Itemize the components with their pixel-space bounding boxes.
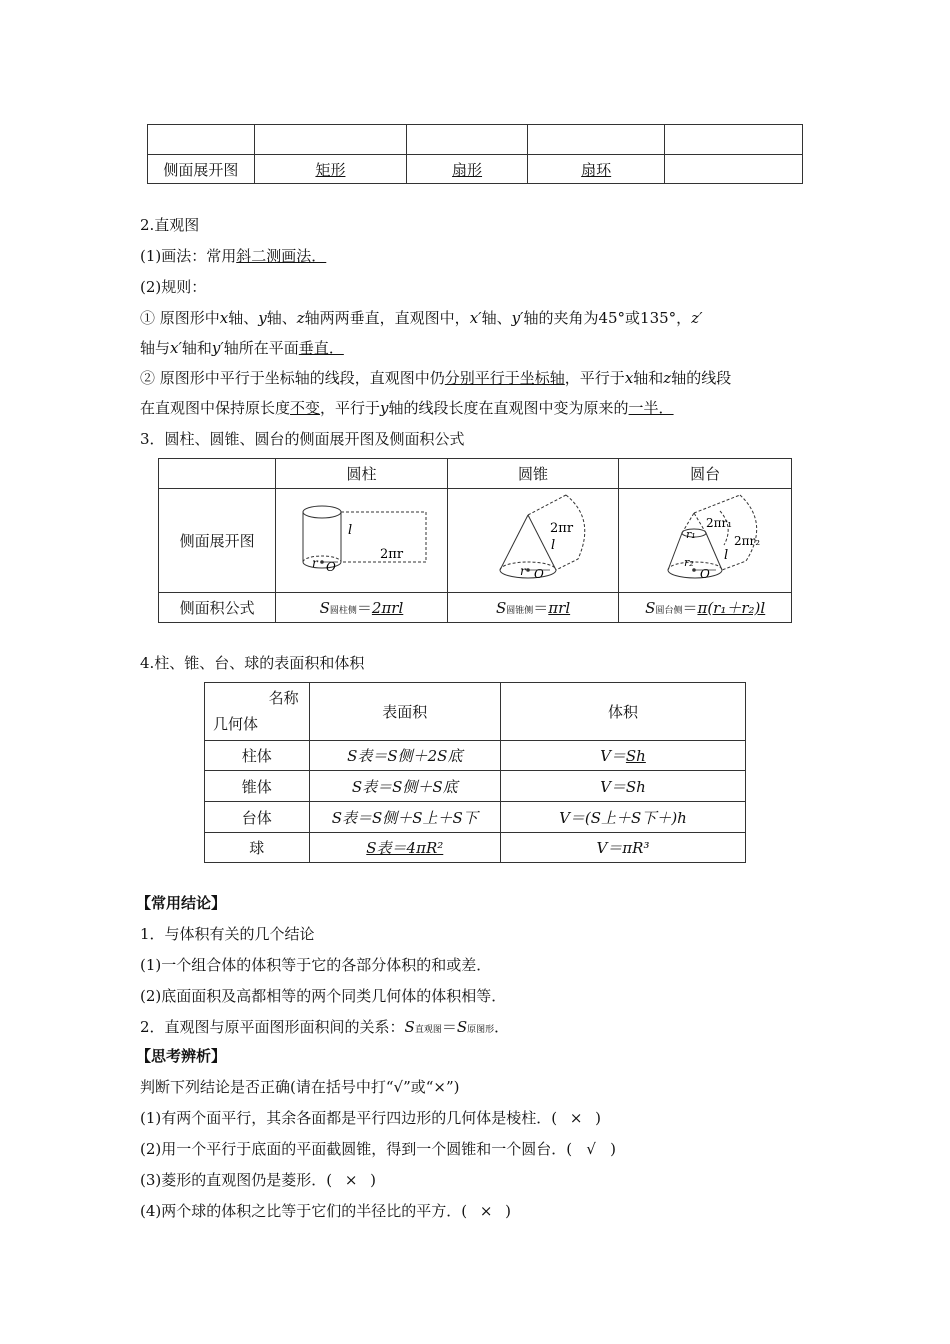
header-surface: 表面积 — [309, 683, 500, 741]
cyl-r-label: r — [312, 555, 319, 570]
cell-annulus-sector: 扇环 — [527, 155, 665, 184]
rule-1: ① 原图形中x轴、y轴、z轴两两垂直，直观图中，x′轴、y′轴的夹角为45°或135°，z′ — [140, 309, 703, 327]
conclusion-2: (1)一个组合体的体积等于它的各部分体积的和或差． — [140, 956, 492, 974]
thinking-intro: 判断下列结论是否正确(请在括号中打“√”或“×”) — [140, 1078, 460, 1096]
volume-formula: V＝πR³ — [500, 833, 745, 863]
row-label: 侧面展开图 — [159, 489, 276, 593]
cyl-2pir-label: 2πr — [380, 546, 404, 562]
answer-mark: √ — [586, 1140, 596, 1158]
answer-mark: × — [569, 1109, 583, 1127]
table-cell — [148, 125, 255, 155]
drawing-method: (1)画法：常用斜二测画法． — [140, 247, 327, 265]
cone-formula: S圆锥侧＝πrl — [447, 593, 619, 623]
header-volume: 体积 — [500, 683, 745, 741]
surface-formula: S表＝S侧＋2S底 — [309, 741, 500, 771]
surface-formula: S表＝S侧＋S底 — [309, 771, 500, 802]
cone-unfold-figure — [458, 493, 608, 585]
volume-formula: V＝Sh — [500, 771, 745, 802]
frus-o-label: O — [700, 566, 711, 581]
cylinder-figure-cell — [276, 489, 448, 593]
section-2-title: 2.直观图 — [140, 216, 200, 234]
conclusions-title: 【常用结论】 — [136, 894, 227, 912]
cell-rectangle: 矩形 — [254, 155, 407, 184]
header-cone: 圆锥 — [447, 459, 619, 489]
solid-name: 柱体 — [205, 741, 310, 771]
cyl-l-label: l — [348, 522, 353, 538]
section-3-title: 3．圆柱、圆锥、圆台的侧面展开图及侧面积公式 — [140, 430, 465, 448]
cone-2pir-label: 2πr — [550, 520, 574, 536]
table-cell — [665, 155, 803, 184]
cylinder-formula: S圆柱侧＝2πrl — [276, 593, 448, 623]
conclusion-1: 1．与体积有关的几个结论 — [140, 925, 315, 943]
rule-1-cont: 轴与x′轴和y′轴所在平面垂直． — [140, 339, 344, 357]
corner-solid: 几何体 — [213, 715, 259, 733]
surface-formula: S表＝4πR² — [309, 833, 500, 863]
rule-2-cont: 在直观图中保持原长度不变，平行于y轴的线段长度在直观图中变为原来的一半． — [140, 399, 674, 417]
table-cell — [527, 125, 665, 155]
thinking-title: 【思考辨析】 — [136, 1047, 227, 1065]
frustum-figure-cell — [619, 489, 792, 593]
frus-2pir1-label: 2πr₁ — [706, 515, 733, 530]
conclusion-4: 2．直观图与原平面图形面积间的关系：S直观图＝S原图形． — [140, 1018, 510, 1036]
cone-l-label: l — [551, 537, 556, 553]
judgement-item: (4)两个球的体积之比等于它们的半径比的平方．( × ) — [140, 1202, 511, 1220]
corner-cell — [205, 683, 310, 741]
judgement-item: (3)菱形的直观图仍是菱形．( × ) — [140, 1171, 376, 1189]
row-label: 侧面展开图 — [148, 155, 255, 184]
section-4-title: 4.柱、锥、台、球的表面积和体积 — [140, 654, 365, 672]
answer-mark: × — [344, 1171, 358, 1189]
table-cell — [665, 125, 803, 155]
corner-name: 名称 — [268, 689, 299, 707]
cylinder-unfold-figure — [286, 494, 436, 584]
cone-figure-cell — [447, 489, 619, 593]
judgement-item: (1)有两个面平行，其余各面都是平行四边形的几何体是棱柱．( × ) — [140, 1109, 601, 1127]
cone-r-label: r — [520, 563, 526, 578]
conclusion-3: (2)底面面积及高都相等的两个同类几何体的体积相等． — [140, 987, 507, 1005]
surface-formula: S表＝S侧＋S上＋S下 — [309, 802, 500, 833]
cell-sector: 扇形 — [407, 155, 528, 184]
volume-formula: V＝Sh — [500, 741, 745, 771]
row-label: 侧面积公式 — [159, 593, 276, 623]
table-cell — [407, 125, 528, 155]
cone-o-label: O — [534, 566, 544, 581]
lateral-area-table — [158, 458, 792, 623]
frus-r1-label: r₁ — [686, 527, 696, 541]
unfold-table-fragment — [147, 124, 803, 184]
table-cell — [159, 459, 276, 489]
solid-name: 球 — [205, 833, 310, 863]
surface-volume-table — [204, 682, 746, 863]
rules-label: (2)规则： — [140, 278, 207, 296]
table-cell — [254, 125, 407, 155]
header-cylinder: 圆柱 — [276, 459, 448, 489]
solid-name: 台体 — [205, 802, 310, 833]
frus-r2-label: r₂ — [684, 555, 694, 569]
rule-2: ② 原图形中平行于坐标轴的线段，直观图中仍分别平行于坐标轴，平行于x轴和z轴的线段 — [140, 369, 732, 387]
header-frustum: 圆台 — [619, 459, 792, 489]
solid-name: 锥体 — [205, 771, 310, 802]
frustum-formula: S圆台侧＝π(r₁＋r₂)l — [619, 593, 792, 623]
frus-2pir2-label: 2πr₂ — [734, 533, 761, 548]
frus-l-label: l — [724, 547, 729, 563]
cyl-o-label: O — [326, 559, 337, 574]
answer-mark: × — [479, 1202, 493, 1220]
frustum-unfold-figure — [630, 493, 780, 585]
judgement-item: (2)用一个平行于底面的平面截圆锥，得到一个圆锥和一个圆台．( √ ) — [140, 1140, 616, 1158]
volume-formula: V＝(S上＋S下＋)h — [500, 802, 745, 833]
